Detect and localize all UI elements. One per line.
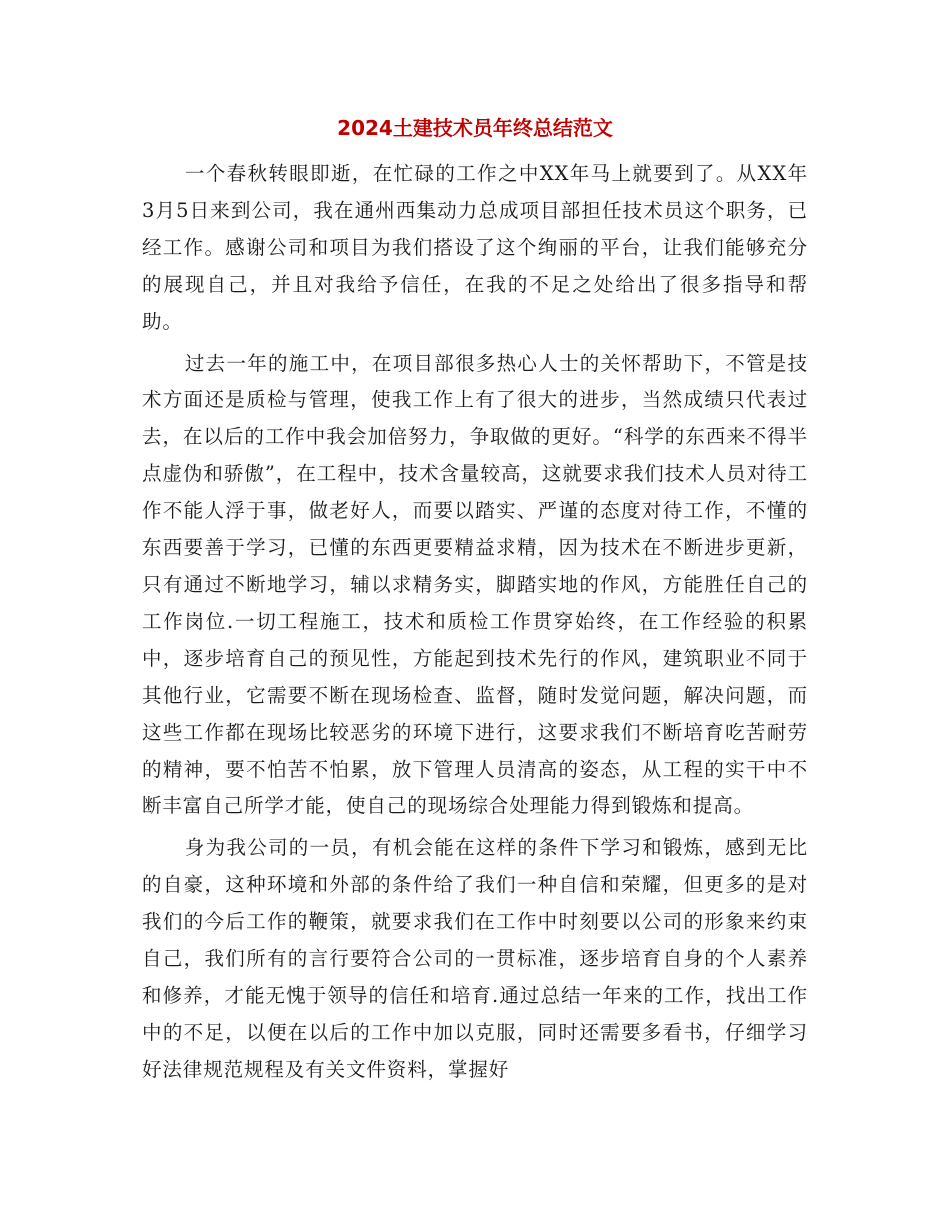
document-title: 2024土建技术员年终总结范文 xyxy=(337,116,613,140)
paragraph-3: 身为我公司的一员，有机会能在这样的条件下学习和锻炼，感到无比的自豪，这种环境和外部的条件给了我们一种自信和荣耀，但更多的是对我们的今后工作的鞭策，就要求我们在工作中时刻要以公司的形象来约束自己，我们所有的言行要符合公司的一贯标准，逐步培育自身的个人素养和修养，才能无愧于领导的信任和培育.通过总结一年来的工作，找出工作中的不足，以便在以后的工作中加以克服，同时还需要多看书，仔细学习好法律规范规程及有关文件资料，掌握好 xyxy=(142,836,808,1081)
document-body xyxy=(142,156,808,1094)
paragraph-2: 过去一年的施工中，在项目部很多热心人士的关怀帮助下，不管是技术方面还是质检与管理，使我工作上有了很大的进步，当然成绩只代表过去，在以后的工作中我会加倍努力，争取做的更好。“科学的东西来不得半点虚伪和骄傲”，在工程中，技术含量较高，这就要求我们技术人员对待工作不能人浮于事，做老好人，而要以踏实、严谨的态度对待工作，不懂的东西要善于学习，已懂的东西更要精益求精，因为技术在不断进步更新，只有通过不断地学习，辅以求精务实，脚踏实地的作风，方能胜任自己的工作岗位.一切工程施工，技术和质检工作贯穿始终，在工作经验的积累中，逐步培育自己的预见性，方能起到技术先行的作风，建筑职业不同于其他行业，它需要不断在现场检查、监督，随时发觉问题，解决问题，而这些工作都在现场比较恶劣的环境下进行，这要求我们不断培育吃苦耐劳的精神，要不怕苦不怕累，放下管理人员清高的姿态，从工程的实干中不断丰富自己所学才能，使自己的现场综合处理能力得到锻炼和提高。 xyxy=(142,351,808,818)
paragraph-1: 一个春秋转眼即逝，在忙碌的工作之中XX年马上就要到了。从XX年3月5日来到公司，我在通州西集动力总成项目部担任技术员这个职务，已经工作。感谢公司和项目为我们搭设了这个绚丽的平台，让我们能够充分的展现自己，并且对我给予信任，在我的不足之处给出了很多指导和帮助。 xyxy=(142,162,808,333)
